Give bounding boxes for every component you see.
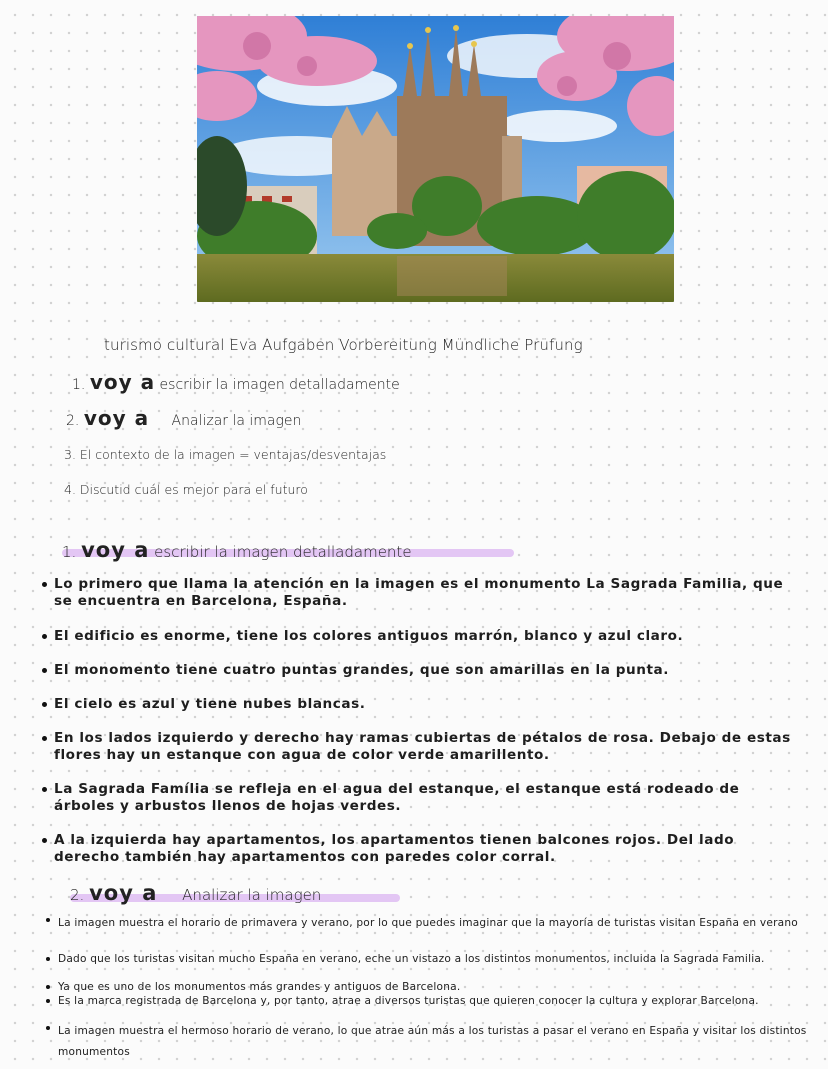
description-bullet: A la izquierda hay apartamentos, los apartamentos tienen balcones rojos. Del lado derecho también hay apartamentos con paredes color corral. xyxy=(44,832,804,866)
outline-number: 2. xyxy=(66,413,80,429)
outline-item-1 xyxy=(72,370,400,394)
analysis-bullet: La imagen muestra el hermoso horario de verano, lo que atrae aún más a los turistas a pasar el verano en España y visitar los distintos monumentos xyxy=(48,1021,818,1063)
outline-text: escribir la imagen detalladamente xyxy=(159,377,400,393)
bullet-icon xyxy=(46,999,50,1003)
description-bullet: La Sagrada Família se refleja en el agua del estanque, el estanque está rodeado de árboles y arbustos llenos de hojas verdes. xyxy=(44,781,804,815)
section-lead: voy a xyxy=(89,881,158,905)
outline-item-3 xyxy=(64,447,386,462)
bullet-icon xyxy=(46,985,50,989)
analysis-bullet: Ya que es uno de los monumentos más grandes y antiguos de Barcelona. xyxy=(48,980,818,994)
bullet-icon xyxy=(42,787,47,792)
bullet-icon xyxy=(42,634,47,639)
section-2-heading xyxy=(70,881,321,905)
bullet-icon xyxy=(46,918,50,922)
section-1-heading xyxy=(62,538,412,562)
section-number: 2. xyxy=(70,886,85,904)
outline-item-4 xyxy=(64,482,308,497)
bullet-icon xyxy=(42,582,47,587)
bullet-icon xyxy=(42,668,47,673)
outline-text: 4. Discutid cuál es mejor para el futuro xyxy=(64,482,308,497)
outline-item-2 xyxy=(66,406,301,430)
description-bullet: El cielo es azul y tiene nubes blancas. xyxy=(44,696,804,713)
outline-text: 3. El contexto de la imagen = ventajas/desventajas xyxy=(64,447,387,462)
section-text: Analizar la imagen xyxy=(182,886,322,904)
section-lead: voy a xyxy=(81,538,150,562)
analysis-bullet: Dado que los turistas visitan mucho España en verano, eche un vistazo a los distintos monumentos, incluida la Sagrada Familia. xyxy=(48,952,818,966)
section-number: 1. xyxy=(62,543,77,561)
bullet-icon xyxy=(42,838,47,843)
bullet-icon xyxy=(42,736,47,741)
outline-text: Analizar la imagen xyxy=(171,413,302,429)
page-title: turismo cultural Eva Aufgaben Vorbereitung Mündliche Prüfung xyxy=(104,336,583,354)
section-text: escribir la imagen detalladamente xyxy=(154,543,412,561)
analysis-bullet: Es la marca registrada de Barcelona y, por tanto, atrae a diversos turistas que quieren conocer la cultura y explorar Barcelona. xyxy=(48,994,818,1008)
analysis-bullet: La imagen muestra el horario de primavera y verano, por lo que puedes imaginar que la mayoría de turistas visitan España en verano xyxy=(48,913,818,933)
outline-lead: voy a xyxy=(83,406,150,430)
description-bullet: Lo primero que llama la atención en la imagen es el monumento La Sagrada Familia, que se encuentra en Barcelona, España. xyxy=(44,576,804,610)
outline-number: 1. xyxy=(72,377,86,393)
sagrada-familia-photo xyxy=(197,16,674,302)
description-bullet: El monomento tiene cuatro puntas grandes, que son amarillas en la punta. xyxy=(44,662,804,679)
bullet-icon xyxy=(46,957,50,961)
bullet-icon xyxy=(46,1026,50,1030)
sagrada-familia-illustration xyxy=(197,16,674,302)
outline-lead: voy a xyxy=(89,370,156,394)
bullet-icon xyxy=(42,702,47,707)
description-bullet: El edificio es enorme, tiene los colores antiguos marrón, blanco y azul claro. xyxy=(44,628,804,645)
description-bullet: En los lados izquierdo y derecho hay ramas cubiertas de pétalos de rosa. Debajo de estas flores hay un estanque con agua de color verde amarillento. xyxy=(44,730,804,764)
